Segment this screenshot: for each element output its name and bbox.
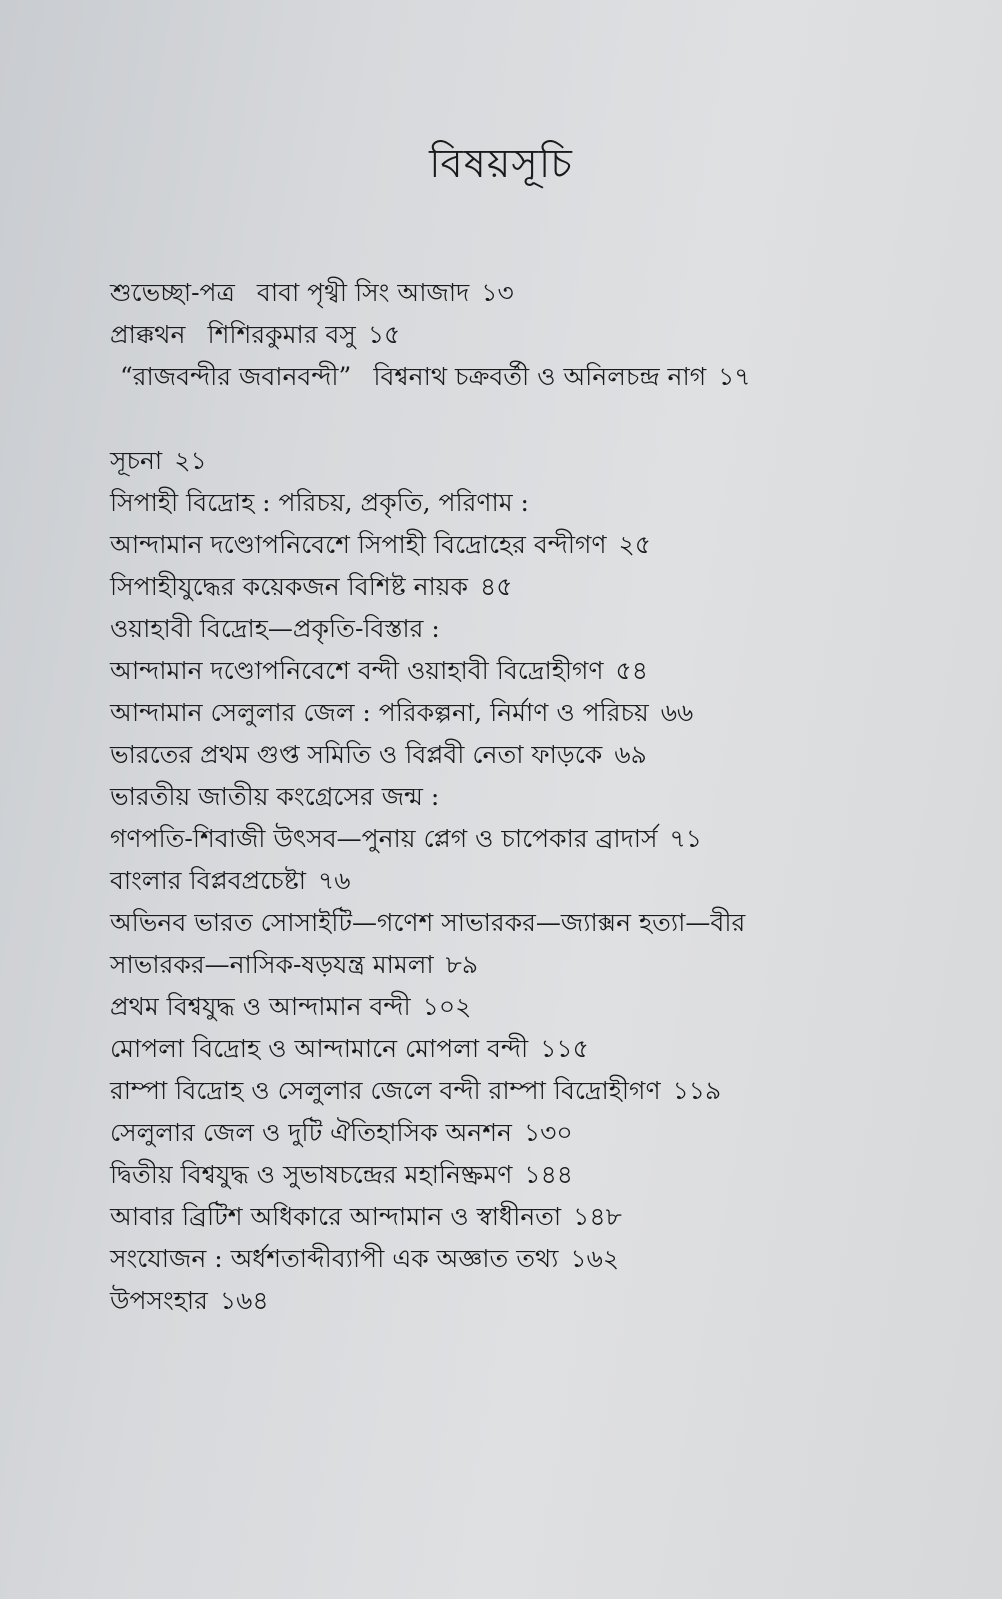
toc-entry <box>110 986 980 1028</box>
toc-entry-page: ১৬২ <box>570 1244 620 1273</box>
toc-entry <box>110 440 980 482</box>
toc-entry <box>110 1196 980 1238</box>
toc-entry-page: ৬৬ <box>660 698 694 727</box>
toc-entry <box>110 1112 980 1154</box>
toc-entry-page: ৫৪ <box>615 656 648 685</box>
toc-entry-page: ১৭ <box>718 362 751 391</box>
toc-entry-title: আন্দামান দণ্ডোপনিবেশে বন্দী ওয়াহাবী বিদ্রোহীগণ <box>110 656 604 685</box>
toc-entry <box>110 650 980 692</box>
toc-entry-author: বিশ্বনাথ চক্রবর্তী ও অনিলচন্দ্র নাগ <box>373 362 707 391</box>
toc-entry-page: ৭১ <box>669 824 702 853</box>
toc-entry-title: বাংলার বিপ্লবপ্রচেষ্টা <box>110 866 306 895</box>
toc-entry <box>110 1280 980 1322</box>
toc-entry <box>110 944 980 986</box>
toc-entry-title: সাভারকর—নাসিক-ষড়যন্ত্র মামলা <box>110 950 434 979</box>
toc-entry-page: ২১ <box>174 446 207 475</box>
toc-entry-title: আন্দামান সেলুলার জেল : পরিকল্পনা, নির্মাণ ও পরিচয় <box>110 698 649 727</box>
toc-entry <box>110 734 980 776</box>
toc-entry <box>110 692 980 734</box>
toc-entry-title: আন্দামান দণ্ডোপনিবেশে সিপাহী বিদ্রোহের বন্দীগণ <box>110 530 607 559</box>
toc-entry-page: ১৬৪ <box>219 1286 269 1315</box>
toc-entry-title: গণপতি-শিবাজী উৎসব—পুনায় প্লেগ ও চাপেকার ব্রাদার্স <box>110 824 658 853</box>
toc-entry-title: সিপাহী বিদ্রোহ : পরিচয়, প্রকৃতি, পরিণাম : <box>110 488 529 517</box>
toc-entry-title: প্রাক্কথন <box>110 320 186 349</box>
toc-entry-title: আবার ব্রিটিশ অধিকারে আন্দামান ও স্বাধীনতা <box>110 1202 562 1231</box>
toc-entry <box>110 1238 980 1280</box>
toc-entry-title: রাম্পা বিদ্রোহ ও সেলুলার জেলে বন্দী রাম্পা বিদ্রোহীগণ <box>110 1076 661 1105</box>
toc-entry-title: শুভেচ্ছা-পত্র <box>110 278 235 307</box>
toc-entry-page: ১৪৮ <box>573 1202 622 1231</box>
toc-entry-page: ১১৫ <box>540 1034 589 1063</box>
toc-entry-title: ওয়াহাবী বিদ্রোহ—প্রকৃতি-বিস্তার : <box>110 614 440 643</box>
toc-entry <box>110 608 980 650</box>
toc-entry <box>110 818 980 860</box>
toc-entry-foreword-letter <box>110 272 980 314</box>
toc-entry-rajbandir-jabanbandi <box>110 356 980 398</box>
toc-entry-page: ৭৬ <box>317 866 351 895</box>
toc-entry-page: ১১৯ <box>672 1076 722 1105</box>
toc-entry-page: ৬৯ <box>614 740 647 769</box>
toc-entry <box>110 860 980 902</box>
toc-entry-title: “রাজবন্দীর জবানবন্দী” <box>120 362 352 391</box>
toc-entry-title: মোপলা বিদ্রোহ ও আন্দামানে মোপলা বন্দী <box>110 1034 529 1063</box>
toc-entry <box>110 776 980 818</box>
toc-entry-title: প্রথম বিশ্বযুদ্ধ ও আন্দামান বন্দী <box>110 992 411 1021</box>
toc-entry <box>110 566 980 608</box>
toc-entry-title: সূচনা <box>110 446 163 475</box>
toc-entry-page: ১৩০ <box>523 1118 573 1147</box>
toc-entry <box>110 1154 980 1196</box>
table-of-contents <box>110 272 980 1364</box>
toc-entry-page: ৮৯ <box>445 950 479 979</box>
page-title: বিষয়সূচি <box>429 141 573 187</box>
toc-entry-preface <box>110 314 980 356</box>
toc-entry-page: ২৫ <box>618 530 651 559</box>
toc-entry-title: দ্বিতীয় বিশ্বযুদ্ধ ও সুভাষচন্দ্রের মহানিষ্ক্রমণ <box>110 1160 513 1189</box>
toc-entry <box>110 482 980 524</box>
toc-entry-title: সংযোজন : অর্ধশতাব্দীব্যাপী এক অজ্ঞাত তথ্য <box>110 1244 559 1273</box>
toc-entry-title: উপসংহার <box>110 1286 208 1315</box>
toc-entry-page: ১৩ <box>481 278 514 307</box>
chapter-list <box>110 440 980 1322</box>
toc-entry-title: সিপাহীযুদ্ধের কয়েকজন বিশিষ্ট নায়ক <box>110 572 468 601</box>
toc-entry-page: ১৫ <box>367 320 401 349</box>
toc-entry-title: ভারতীয় জাতীয় কংগ্রেসের জন্ম : <box>110 782 440 811</box>
toc-entry <box>110 1028 980 1070</box>
toc-entry-title: অভিনব ভারত সোসাইটি—গণেশ সাভারকর—জ্যাক্সন হত্যা—বীর <box>110 908 746 937</box>
toc-entry-title: সেলুলার জেল ও দুটি ঐতিহাসিক অনশন <box>110 1118 512 1147</box>
toc-entry-title: ভারতের প্রথম গুপ্ত সমিতি ও বিপ্লবী নেতা ফাড়কে <box>110 740 603 769</box>
toc-entry <box>110 1070 980 1112</box>
toc-entry-page: ১০২ <box>422 992 472 1021</box>
toc-entry-page: ১৪৪ <box>524 1160 574 1189</box>
front-matter-list <box>110 272 980 398</box>
toc-entry-author: শিশিরকুমার বসু <box>207 320 356 349</box>
toc-entry-page: ৪৫ <box>479 572 513 601</box>
toc-entry <box>110 524 980 566</box>
toc-entry-author: বাবা পৃথ্বী সিং আজাদ <box>256 278 470 307</box>
toc-entry <box>110 902 980 944</box>
